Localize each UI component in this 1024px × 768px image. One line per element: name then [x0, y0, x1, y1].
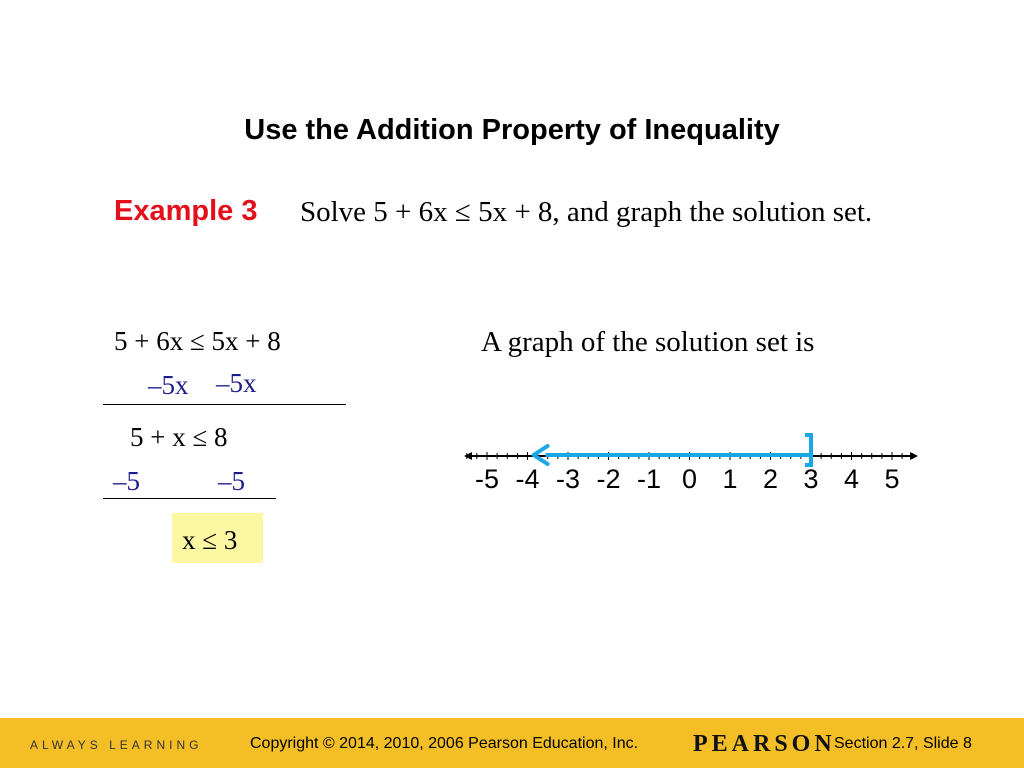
footer-tagline: ALWAYS LEARNING — [30, 738, 203, 752]
axis-left-arrow — [464, 452, 472, 460]
footer-bar — [0, 718, 1024, 768]
inequality-step2: 5 + x ≤ 8 — [130, 422, 228, 452]
subtract-5-left: –5 — [113, 466, 140, 496]
number-line-graph — [450, 425, 930, 505]
tick-label: -1 — [636, 464, 662, 494]
work-rule-2 — [103, 498, 276, 499]
tick-label: 3 — [803, 464, 819, 494]
tick-label: -3 — [555, 464, 581, 494]
subtract-5x-right: –5x — [216, 368, 257, 398]
inequality-solution: x ≤ 3 — [182, 525, 238, 555]
tick-label: -2 — [596, 464, 621, 494]
subtract-5x-left: –5x — [148, 370, 189, 400]
tick-label: 0 — [681, 464, 698, 494]
axis-right-arrow — [910, 452, 918, 460]
work-rule-1 — [103, 404, 346, 405]
tick-label: -5 — [474, 464, 500, 494]
slide-title: Use the Addition Property of Inequality — [244, 114, 780, 146]
solution-ray — [534, 435, 811, 465]
number-line-labels — [475, 464, 900, 494]
tick-label: 5 — [884, 464, 900, 494]
pearson-logo: PEARSON — [693, 731, 836, 757]
slide-number: Section 2.7, Slide 8 — [834, 735, 972, 752]
graph-caption: A graph of the solution set is — [481, 326, 815, 358]
closed-bracket-endpoint — [805, 435, 811, 465]
example-label: Example 3 — [114, 195, 258, 227]
inequality-original: 5 + 6x ≤ 5x + 8 — [114, 326, 281, 356]
tick-label: 1 — [722, 464, 738, 494]
tick-label: 2 — [762, 464, 779, 494]
tick-label: 4 — [843, 464, 860, 494]
tick-label: -4 — [515, 464, 540, 494]
footer-copyright: Copyright © 2014, 2010, 2006 Pearson Education, Inc. — [250, 735, 639, 752]
example-statement: Solve 5 + 6x ≤ 5x + 8, and graph the solution set. — [300, 196, 873, 228]
subtract-5-right: –5 — [218, 466, 245, 496]
